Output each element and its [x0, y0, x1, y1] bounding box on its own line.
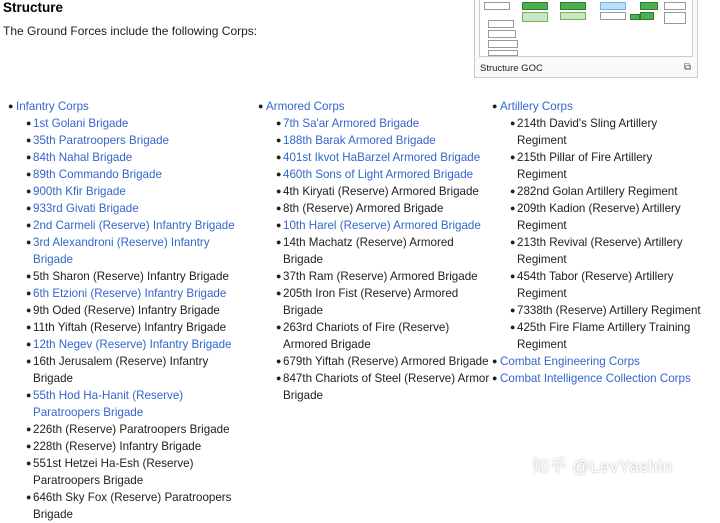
unit-link[interactable]: 89th Commando Brigade [33, 168, 162, 181]
bullet-icon: ● [26, 441, 32, 451]
bullet-icon: ● [510, 118, 516, 128]
unit-link[interactable]: 900th Kfir Brigade [33, 185, 126, 198]
unit-list-item [250, 353, 490, 370]
thumbnail-caption: Structure GOC [480, 63, 543, 74]
unit-link[interactable]: 10th Harel (Reserve) Armored Brigade [283, 219, 481, 232]
unit-list-item [250, 200, 490, 217]
bullet-icon: ● [510, 186, 516, 196]
unit-label: 425th Fire Flame Artillery Training Regiment [517, 321, 691, 351]
bullet-icon: ● [276, 356, 282, 366]
unit-list-item [484, 115, 704, 149]
unit-label: 263rd Chariots of Fire (Reserve) Armored Brigade [283, 321, 450, 351]
corps-list-item [484, 98, 704, 115]
unit-label: 4th Kiryati (Reserve) Armored Brigade [283, 185, 479, 198]
unit-list-item [0, 268, 250, 285]
bullet-icon: ● [492, 373, 498, 383]
unit-list-item [250, 285, 490, 319]
unit-list-item [484, 268, 704, 302]
bullet-icon: ● [510, 203, 516, 213]
unit-label: 7338th (Reserve) Artillery Regiment [517, 304, 701, 317]
unit-list-item [484, 302, 704, 319]
bullet-icon: ● [510, 237, 516, 247]
bullet-icon: ● [26, 135, 32, 145]
unit-label: 454th Tabor (Reserve) Artillery Regiment [517, 270, 674, 300]
unit-list-item [250, 319, 490, 353]
unit-list-item [0, 217, 250, 234]
unit-label: 205th Iron Fist (Reserve) Armored Brigade [283, 287, 459, 317]
unit-list-item [0, 455, 250, 489]
bullet-icon: ● [276, 220, 282, 230]
unit-label: 9th Oded (Reserve) Infantry Brigade [33, 304, 220, 317]
unit-list-item [0, 387, 250, 421]
unit-label: 551st Hetzei Ha-Esh (Reserve) Paratroopers Brigade [33, 457, 194, 487]
corps-list-item [484, 370, 704, 387]
bullet-icon: ● [26, 203, 32, 213]
unit-list-item [0, 353, 250, 387]
unit-list-item [484, 234, 704, 268]
structure-thumbnail[interactable] [474, 0, 698, 78]
unit-label: 14th Machatz (Reserve) Armored Brigade [283, 236, 454, 266]
unit-label: 226th (Reserve) Paratroopers Brigade [33, 423, 230, 436]
bullet-icon: ● [26, 271, 32, 281]
unit-list-item [250, 166, 490, 183]
unit-link[interactable]: 12th Negev (Reserve) Infantry Brigade [33, 338, 232, 351]
section-intro: The Ground Forces include the following Corps: [3, 24, 258, 38]
bullet-icon: ● [492, 356, 498, 366]
bullet-icon: ● [26, 237, 32, 247]
unit-label: 213th Revival (Reserve) Artillery Regiment [517, 236, 683, 266]
unit-list-item [484, 319, 704, 353]
bullet-icon: ● [26, 305, 32, 315]
unit-list-item [250, 132, 490, 149]
corps-link[interactable]: Artillery Corps [500, 100, 573, 113]
unit-list-item [484, 200, 704, 234]
unit-list-item [250, 115, 490, 132]
corps-link[interactable]: Armored Corps [266, 100, 345, 113]
bullet-icon: ● [510, 305, 516, 315]
unit-label: 8th (Reserve) Armored Brigade [283, 202, 444, 215]
bullet-icon: ● [276, 271, 282, 281]
unit-label: 5th Sharon (Reserve) Infantry Brigade [33, 270, 229, 283]
unit-list-item [0, 149, 250, 166]
bullet-icon: ● [276, 203, 282, 213]
unit-list-item [0, 115, 250, 132]
bullet-icon: ● [26, 390, 32, 400]
corps-link[interactable]: Combat Engineering Corps [500, 355, 640, 368]
unit-link[interactable]: 2nd Carmeli (Reserve) Infantry Brigade [33, 219, 235, 232]
unit-list-item [250, 234, 490, 268]
unit-link[interactable]: 933rd Givati Brigade [33, 202, 139, 215]
unit-list-item [250, 183, 490, 200]
bullet-icon: ● [276, 152, 282, 162]
bullet-icon: ● [26, 288, 32, 298]
unit-link[interactable]: 460th Sons of Light Armored Brigade [283, 168, 474, 181]
unit-label: 282nd Golan Artillery Regiment [517, 185, 678, 198]
bullet-icon: ● [276, 288, 282, 298]
unit-list-item [250, 268, 490, 285]
unit-link[interactable]: 84th Nahal Brigade [33, 151, 133, 164]
unit-list-item [0, 132, 250, 149]
unit-list-item [0, 336, 250, 353]
unit-list-item [0, 166, 250, 183]
structure-diagram-image[interactable] [479, 0, 693, 57]
bullet-icon: ● [276, 135, 282, 145]
unit-list-item [0, 302, 250, 319]
bullet-icon: ● [492, 101, 498, 111]
unit-link[interactable]: 188th Barak Armored Brigade [283, 134, 436, 147]
unit-list-item [250, 217, 490, 234]
unit-link[interactable]: 55th Hod Ha-Hanit (Reserve) Paratroopers Brigade [33, 389, 184, 419]
bullet-icon: ● [276, 186, 282, 196]
bullet-icon: ● [26, 424, 32, 434]
unit-label: 16th Jerusalem (Reserve) Infantry Brigade [33, 355, 209, 385]
unit-label: 679th Yiftah (Reserve) Armored Brigade [283, 355, 489, 368]
unit-list-item [0, 285, 250, 302]
bullet-icon: ● [26, 220, 32, 230]
unit-list-item [250, 149, 490, 166]
bullet-icon: ● [26, 152, 32, 162]
armored-column [250, 98, 490, 404]
bullet-icon: ● [510, 271, 516, 281]
bullet-icon: ● [26, 458, 32, 468]
bullet-icon: ● [258, 101, 264, 111]
unit-list-item [484, 183, 704, 200]
bullet-icon: ● [26, 339, 32, 349]
bullet-icon: ● [276, 237, 282, 247]
corps-link[interactable]: Combat Intelligence Collection Corps [500, 372, 691, 385]
bullet-icon: ● [26, 118, 32, 128]
unit-list-item [250, 370, 490, 404]
infantry-column [0, 98, 250, 523]
unit-label: 215th Pillar of Fire Artillery Regiment [517, 151, 653, 181]
enlarge-icon[interactable]: ⧉ [683, 62, 691, 73]
corps-link[interactable]: Infantry Corps [16, 100, 89, 113]
unit-label: 228th (Reserve) Infantry Brigade [33, 440, 202, 453]
section-heading: Structure [3, 0, 64, 15]
unit-link[interactable]: 7th Sa'ar Armored Brigade [283, 117, 420, 130]
unit-link[interactable]: 1st Golani Brigade [33, 117, 129, 130]
unit-list-item [0, 200, 250, 217]
unit-link[interactable]: 3rd Alexandroni (Reserve) Infantry Brigade [33, 236, 210, 266]
unit-list-item [0, 183, 250, 200]
artillery-column [484, 98, 704, 387]
unit-label: 847th Chariots of Steel (Reserve) Armor Brigade [283, 372, 490, 402]
unit-list-item [0, 489, 250, 523]
unit-label: 37th Ram (Reserve) Armored Brigade [283, 270, 478, 283]
bullet-icon: ● [276, 118, 282, 128]
corps-list-item [0, 98, 250, 115]
unit-link[interactable]: 401st Ikvot HaBarzel Armored Brigade [283, 151, 481, 164]
bullet-icon: ● [8, 101, 14, 111]
unit-label: 646th Sky Fox (Reserve) Paratroopers Brigade [33, 491, 232, 521]
bullet-icon: ● [26, 356, 32, 366]
bullet-icon: ● [276, 373, 282, 383]
unit-list-item [484, 149, 704, 183]
unit-list-item [0, 438, 250, 455]
unit-list-item [0, 234, 250, 268]
bullet-icon: ● [26, 492, 32, 502]
unit-link[interactable]: 35th Paratroopers Brigade [33, 134, 169, 147]
bullet-icon: ● [276, 169, 282, 179]
unit-label: 209th Kadion (Reserve) Artillery Regiment [517, 202, 681, 232]
unit-link[interactable]: 6th Etzioni (Reserve) Infantry Brigade [33, 287, 227, 300]
bullet-icon: ● [276, 322, 282, 332]
bullet-icon: ● [26, 186, 32, 196]
corps-list-item [250, 98, 490, 115]
unit-label: 214th David's Sling Artillery Regiment [517, 117, 658, 147]
watermark: 知乎 @LevYashin [532, 457, 673, 476]
bullet-icon: ● [510, 322, 516, 332]
bullet-icon: ● [26, 322, 32, 332]
unit-list-item [0, 421, 250, 438]
bullet-icon: ● [26, 169, 32, 179]
bullet-icon: ● [510, 152, 516, 162]
unit-list-item [0, 319, 250, 336]
unit-label: 11th Yiftah (Reserve) Infantry Brigade [33, 321, 227, 334]
corps-list-item [484, 353, 704, 370]
